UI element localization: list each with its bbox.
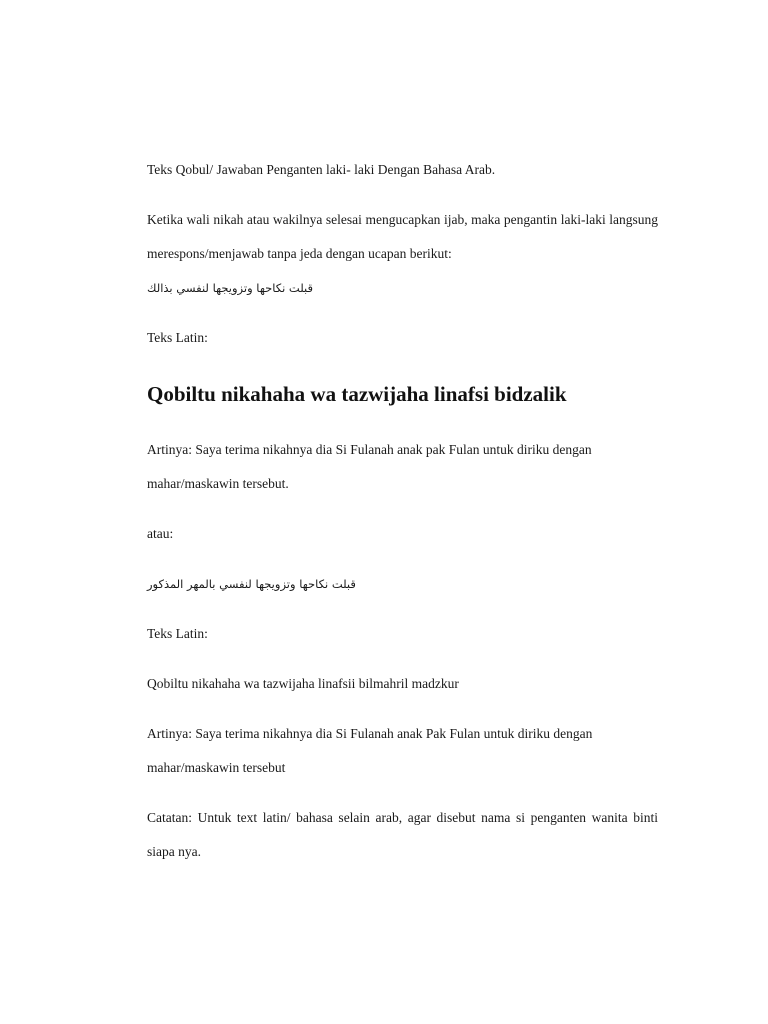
arabic-text-2-content: قبلت نكاحها وتزويجها لنفسي بالمهر المذكور [147, 577, 356, 591]
meaning-paragraph-2: Artinya: Saya terima nikahnya dia Si Fulanah anak Pak Fulan untuk diriku dengan mahar/maskawin tersebut [147, 726, 593, 775]
arabic-text-2 [147, 567, 658, 601]
latin-text-2: Qobiltu nikahaha wa tazwijaha linafsii bilmahril madzkur [147, 676, 459, 691]
note-paragraph: Catatan: Untuk text latin/ bahasa selain arab, agar disebut nama si penganten wanita binti siapa nya. [147, 810, 658, 859]
arabic-text-1 [147, 271, 658, 305]
title-line: Teks Qobul/ Jawaban Penganten laki- laki Dengan Bahasa Arab. [147, 162, 496, 177]
latin-label-1: Teks Latin: [147, 330, 208, 345]
or-label: atau: [147, 526, 174, 541]
arabic-text-1-content: قبلت نكاحها وتزويجها لنفسي بذالك [147, 281, 314, 295]
latin-text-1-heading: Qobiltu nikahaha wa tazwijaha linafsi bidzalik [147, 382, 567, 406]
meaning-paragraph-1: Artinya: Saya terima nikahnya dia Si Fulanah anak pak Fulan untuk diriku dengan mahar/maskawin tersebut. [147, 442, 592, 491]
latin-label-2: Teks Latin: [147, 626, 208, 641]
document-body [147, 153, 658, 869]
intro-paragraph: Ketika wali nikah atau wakilnya selesai mengucapkan ijab, maka pengantin laki-laki langsung merespons/menjawab tanpa jeda dengan ucapan berikut: [147, 212, 658, 261]
